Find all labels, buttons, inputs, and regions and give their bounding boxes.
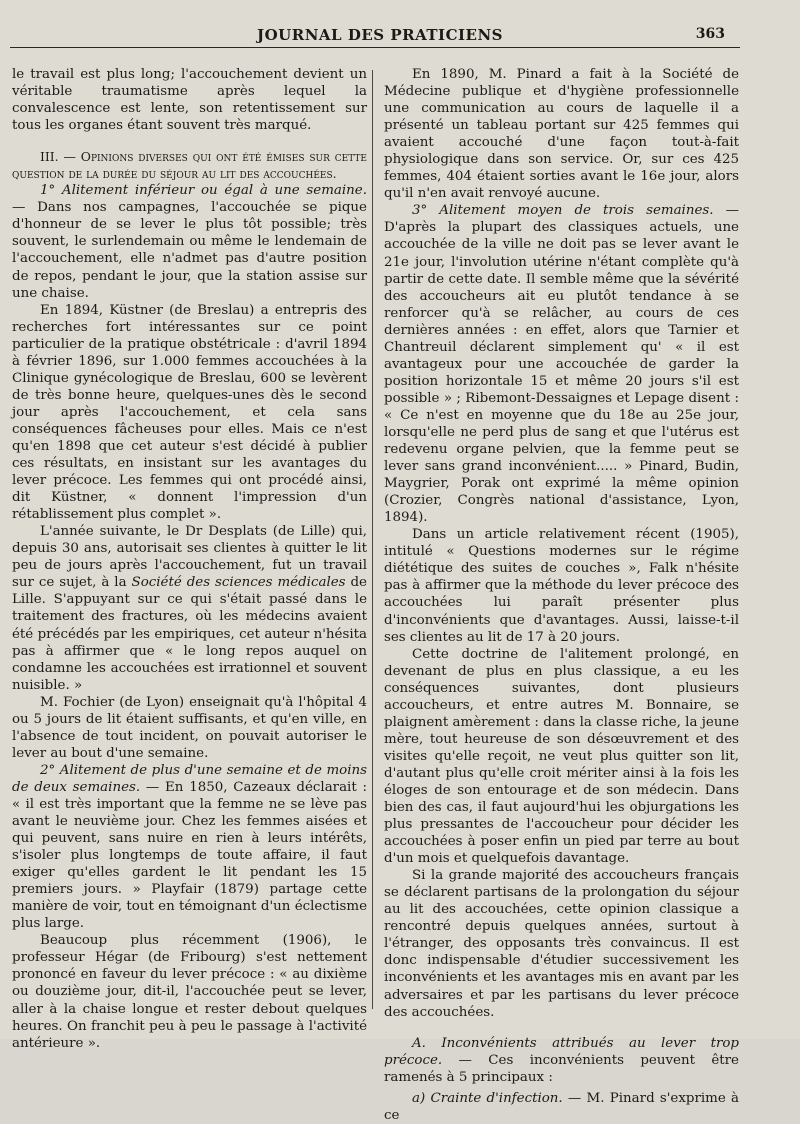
section-a-heading: A. Inconvénients attribués au lever trop précoce. [384,1035,739,1068]
paragraph: En 1894, Küstner (de Breslau) a entrepris des recherches fort intéressantes sur ce point particulier de la pratique obstétricale : d'avril 1894 à février 1896, sur 1.000 femmes accouchées à la Clinique gynécologique de Breslau, 600 se levèrent de très bonne heure, quelques-unes dès le second jour après l'accouchement, et cela sans conséquences fâcheuses pour elles. Mais ce n'est qu'en 1898 que cet auteur s'est décidé à publier ces résultats, en insistant sur les avantages du lever précoce. Les femmes qui ont procédé ainsi, dit Küstner, « donnent l'impression d'un rétablissement plus complet ». [12,302,367,523]
paragraph: M. Fochier (de Lyon) enseignait qu'à l'hôpital 4 ou 5 jours de lit étaient suffisants, et qu'en ville, en l'absence de tout incident, on pouvait autoriser le lever au bout d'une semaine. [12,694,367,761]
paragraph: 1° Alitement inférieur ou égal à une semaine. — Dans nos campagnes, l'accouchée se pique d'honneur de se lever le plus tôt possible; très souvent, le surlendemain ou même le lendemain de l'accouchement, elle n'admet pas d'autre position de repos, pendant le jour, que la station assise sur une chaise. [12,183,367,301]
running-header [0,26,800,48]
paragraph: L'année suivante, le Dr Desplats (de Lille) qui, depuis 30 ans, autorisait ses clientes à quitter le lit peu de jours après l'accouchement, fut un travail sur ce sujet, à la Société des sciences médicales de Lille. S'appuyant sur ce qui s'était passé dans le traitement des fractures, où les médecins avaient été précédés par les empiriques, cet auteur n'hésita pas à affirmer que « le long repos auquel on condamne les accouchées est irrationnel et souvent nuisible. » [12,524,367,693]
paragraph: A. Inconvénients attribués au lever trop précoce. — Ces inconvénients peuvent être ramenés à 5 principaux : [384,1035,739,1085]
subsection-label: 2° Alitement de plus d'une semaine et de moins de deux semaines. [12,762,367,795]
left-column [12,66,367,1052]
section-heading: III. — Opinions diverses qui ont été émises sur cette question de la durée du séjour au lit des accouchées. [12,149,367,182]
paragraph: Cette doctrine de l'alitement prolongé, en devenant de plus en plus classique, a eu les conséquences suivantes, dont plusieurs accoucheurs, et entre autres M. Bonnaire, se plaignent amèrement : dans la classe riche, la jeune mère, tout heureuse de son désœuvrement et des visites qu'elle reçoit, ne veut plus quitter son lit, d'autant plus qu'elle croit mériter ainsi à la fois les éloges de son entourage et de son médecin. Dans bien des cas, il faut aujourd'hui les objurgations les plus pressantes de l'accoucheur pour décider les accouchées à poser enfin un pied par terre au bout d'un mois et quelquefois davantage. [384,646,739,867]
paragraph: Dans un article relativement récent (1905), intitulé « Questions modernes sur le régime diététique des suites de couches », Falk n'hésite pas à affirmer que la méthode du lever précoce des accouchées lui paraît présenter plus d'inconvénients que d'avantages. Aussi, laisse-t-il ses clientes au lit de 17 à 20 jours. [384,527,739,645]
paragraph: le travail est plus long; l'accouchement devient un véritable traumatisme après lequel la convalescence est lente, son retentissement sur tous les organes étant souvent très marqué. [12,67,367,134]
subsection-label: 3° Alitement moyen de trois semaines. [412,203,714,219]
column-divider [372,70,373,1009]
paragraph: Si la grande majorité des accoucheurs français se déclarent partisans de la prolongation du séjour au lit des accouchées, cette opinion classique a rencontré depuis quelques années, surtout à l'étranger, des opposants très convaincus. Il est donc indispensable d'étudier successivement les inconvénients et les avantages mis en avant par les adversaires et par les partisans du lever précoce des accouchées. [384,868,739,1020]
header-rule [10,47,740,48]
society-name: Société des sciences médicales [131,575,346,591]
subsection-label: 1° Alitement inférieur ou égal à une semaine. [40,183,367,199]
subsection-label: a) Crainte d'infection. [412,1090,563,1106]
journal-title: JOURNAL DES PRATICIENS [257,26,503,44]
right-column [384,66,739,1124]
page-number: 363 [695,26,725,42]
paragraph: a) Crainte d'infection. — M. Pinard s'exprime à ce [384,1090,740,1123]
paragraph: 3° Alitement moyen de trois semaines. — D'après la plupart des classiques actuels, une accouchée de la ville ne doit pas se lever avant le 21e jour, l'involution utérine n'étant complète qu'à partir de cette date. Il semble même que la sévérité des accoucheurs ait eu plutôt tendance à se renforcer qu'à se relâcher, au cours de ces dernières années : en effet, alors que Tarnier et Chantreuil déclarent simplement qu' « il est avantageux pour une accouchée de garder la position horizontale 15 et même 20 jours s'il est possible » ; Ribemont-Dessaignes et Lepage disent : « Ce n'est en moyenne que du 18e au 25e jour, lorsqu'elle ne perd plus de sang et que l'utérus est redevenu organe pelvien, que la femme peut se lever sans grand inconvénient..... » Pinard, Budin, Maygrier, Porak ont exprimé la même opinion (Crozier, Congrès national d'assistance, Lyon, 1894). [384,203,739,526]
paragraph: 2° Alitement de plus d'une semaine et de moins de deux semaines. — En 1850, Cazeaux déclarait : « il est très important que la femme ne se lève pas avant le neuvième jour. Chez les femmes aisées et qui peuvent, sans nuire en rien à leurs intérêts, s'isoler plus longtemps de toute affaire, il faut exiger qu'elles gardent le lit pendant les 15 premiers jours. » Playfair (1879) partage cette manière de voir, tout en témoignant d'un éclectisme plus large. [12,762,367,932]
paragraph: Beaucoup plus récemment (1906), le professeur Hégar (de Fribourg) s'est nettement prononcé en faveur du lever précoce : « au dixième ou douzième jour, dit-il, l'accouchée peut se lever, aller à la chaise longue et rester debout quelques heures. On franchit peu à peu le passage à l'activité antérieure ». [12,933,367,1051]
paragraph: En 1890, M. Pinard a fait à la Société de Médecine publique et d'hygiène professionnelle une communication au cours de laquelle il a présenté un tableau portant sur 425 femmes qui avaient accouché d'une façon tout-à-fait physiologique dans son service. Or, sur ces 425 femmes, 404 étaient sorties avant le 16e jour, alors qu'il n'en avait renvoyé aucune. [384,67,739,202]
